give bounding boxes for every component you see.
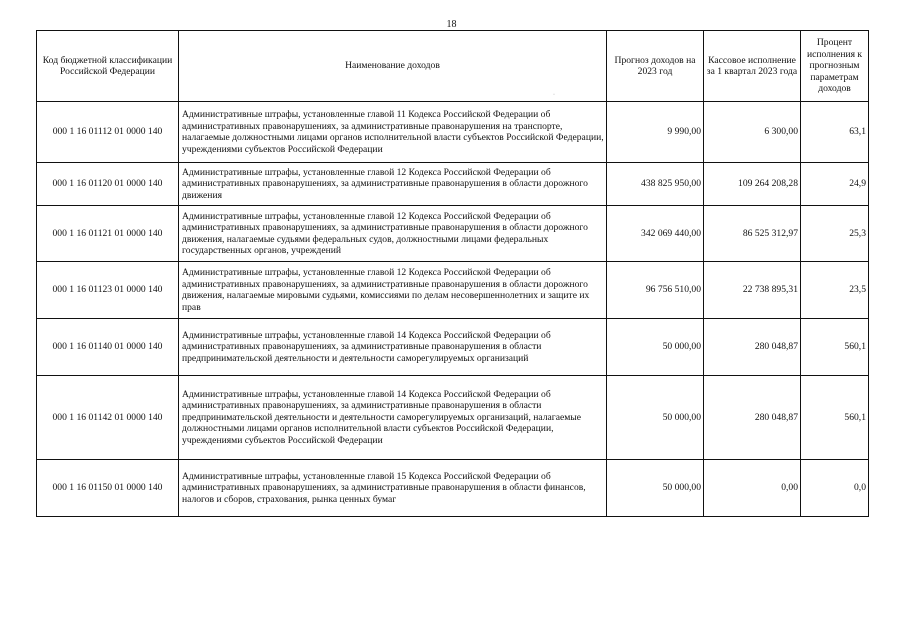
cell-name: Административные штрафы, установленные главой 15 Кодекса Российской Федерации об административных правонарушениях, за административные правонарушения в области финансов, налогов и сборов, страхования, рынка ценных бумаг <box>179 460 607 517</box>
cell-code: 000 1 16 01142 01 0000 140 <box>37 376 179 460</box>
cell-percent: 24,9 <box>801 163 869 206</box>
cell-executed: 0,00 <box>704 460 801 517</box>
cell-code: 000 1 16 01123 01 0000 140 <box>37 262 179 319</box>
cell-name: Административные штрафы, установленные главой 12 Кодекса Российской Федерации об административных правонарушениях, за административные правонарушения в области дорожного движения, налагаемые мировыми судьями, комиссиями по делам несовершеннолетних и защите их прав <box>179 262 607 319</box>
cell-executed: 280 048,87 <box>704 376 801 460</box>
cell-code: 000 1 16 01140 01 0000 140 <box>37 319 179 376</box>
cell-percent: 63,1 <box>801 102 869 163</box>
header-row <box>37 31 869 102</box>
table-header <box>37 31 869 102</box>
cell-executed: 6 300,00 <box>704 102 801 163</box>
table-row <box>37 102 869 163</box>
cell-percent: 560,1 <box>801 319 869 376</box>
cell-forecast: 9 990,00 <box>607 102 704 163</box>
header-executed: Кассовое исполнение за 1 квартал 2023 года <box>704 31 801 102</box>
page-number: 18 <box>446 19 457 30</box>
table-row <box>37 206 869 262</box>
cell-executed: 280 048,87 <box>704 319 801 376</box>
table-row <box>37 319 869 376</box>
header-forecast: Прогноз доходов на 2023 год <box>607 31 704 102</box>
cell-name: Административные штрафы, установленные главой 12 Кодекса Российской Федерации об административных правонарушениях, за административные правонарушения в области дорожного движения, налагаемые судьями федеральных судов, должностными лицами федеральных государственных органов, учреждений <box>179 206 607 262</box>
cell-name: Административные штрафы, установленные главой 11 Кодекса Российской Федерации об административных правонарушениях, за административные правонарушения на транспорте, налагаемые должностными лицами органов исполнительной власти субъектов Российской Федерации, учреждениями субъектов Российской Федерации <box>179 102 607 163</box>
cell-percent: 23,5 <box>801 262 869 319</box>
scan-mark: · <box>553 92 555 98</box>
cell-forecast: 342 069 440,00 <box>607 206 704 262</box>
header-name: Наименование доходов <box>179 31 607 102</box>
header-percent: Процент исполнения к прогнозным параметрам доходов <box>801 31 869 102</box>
cell-executed: 22 738 895,31 <box>704 262 801 319</box>
cell-percent: 25,3 <box>801 206 869 262</box>
cell-forecast: 96 756 510,00 <box>607 262 704 319</box>
cell-percent: 0,0 <box>801 460 869 517</box>
cell-forecast: 50 000,00 <box>607 460 704 517</box>
cell-forecast: 50 000,00 <box>607 319 704 376</box>
cell-executed: 86 525 312,97 <box>704 206 801 262</box>
cell-name: Административные штрафы, установленные главой 12 Кодекса Российской Федерации об административных правонарушениях, за административные правонарушения в области дорожного движения <box>179 163 607 206</box>
cell-code: 000 1 16 01112 01 0000 140 <box>37 102 179 163</box>
cell-code: 000 1 16 01120 01 0000 140 <box>37 163 179 206</box>
table-row <box>37 163 869 206</box>
cell-executed: 109 264 208,28 <box>704 163 801 206</box>
table-body <box>37 102 869 517</box>
revenue-table <box>36 30 869 517</box>
cell-forecast: 50 000,00 <box>607 376 704 460</box>
table-row <box>37 376 869 460</box>
cell-forecast: 438 825 950,00 <box>607 163 704 206</box>
cell-code: 000 1 16 01121 01 0000 140 <box>37 206 179 262</box>
table-row <box>37 460 869 517</box>
cell-code: 000 1 16 01150 01 0000 140 <box>37 460 179 517</box>
cell-percent: 560,1 <box>801 376 869 460</box>
cell-name: Административные штрафы, установленные главой 14 Кодекса Российской Федерации об административных правонарушениях, за административные правонарушения в области предпринимательской деятельности и деятельности саморегулируемых организаций <box>179 319 607 376</box>
header-code: Код бюджетной классификации Российской Федерации <box>37 31 179 102</box>
table-row <box>37 262 869 319</box>
cell-name: Административные штрафы, установленные главой 14 Кодекса Российской Федерации об административных правонарушениях, за административные правонарушения в области предпринимательской деятельности и деятельности саморегулируемых организаций, налагаемые должностными лицами органов исполнительной власти субъектов Российской Федерации, учреждениями субъектов Российской Федерации <box>179 376 607 460</box>
